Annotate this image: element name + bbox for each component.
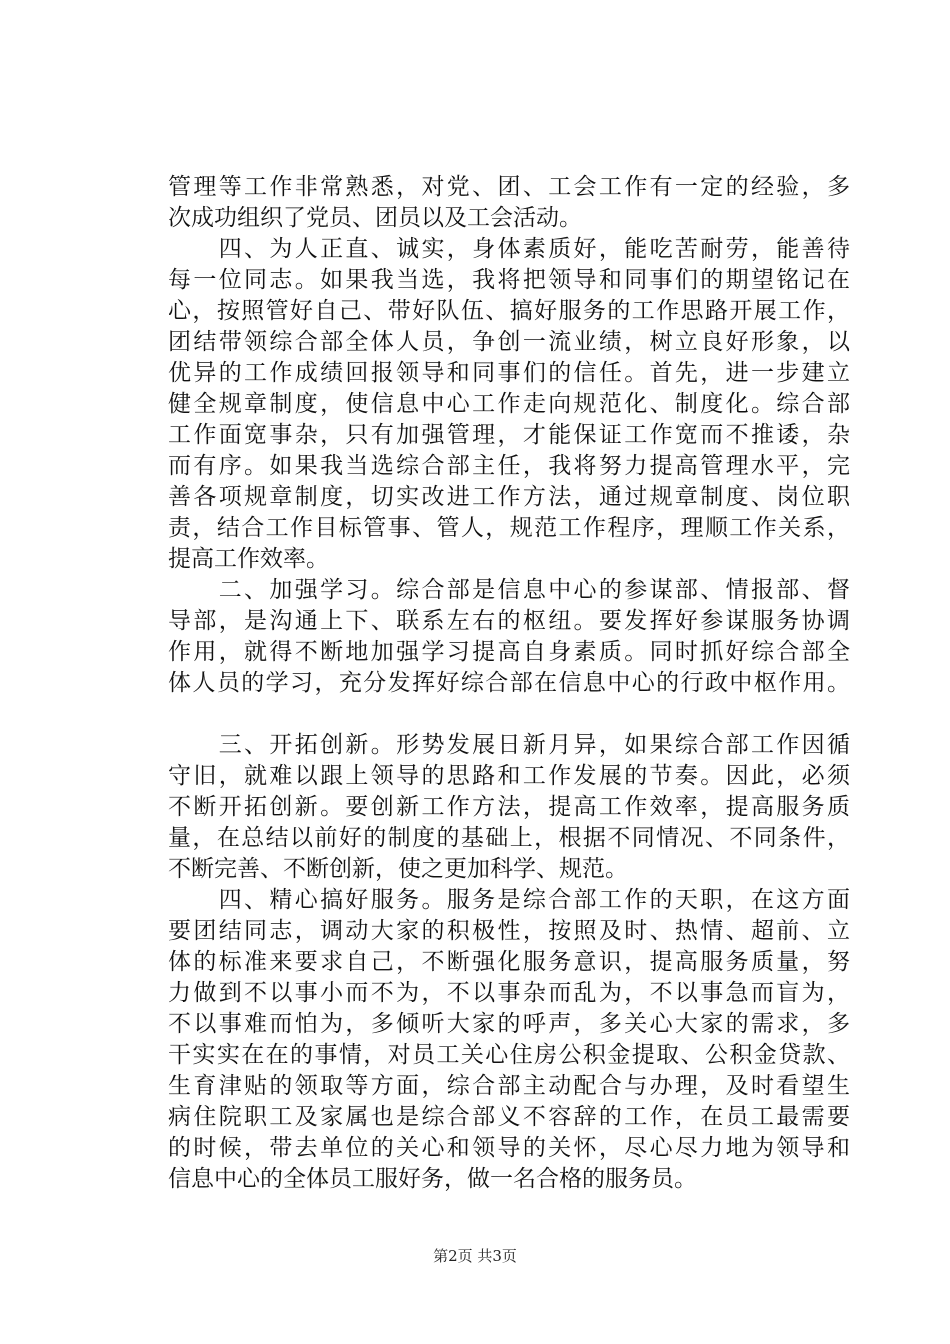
text-line: 病住院职工及家属也是综合部义不容辞的工作，在员工最需要: [168, 1104, 850, 1130]
text-line: 要团结同志，调动大家的积极性，按照及时、热情、超前、立: [168, 918, 850, 944]
text-line: 责，结合工作目标管事、管人，规范工作程序，理顺工作关系，: [168, 515, 850, 541]
text-line: 心，按照管好自己、带好队伍、搞好服务的工作思路开展工作，: [168, 298, 850, 324]
text-line: 体的标准来要求自己，不断强化服务意识，提高服务质量，努: [168, 949, 850, 975]
text-line: 健全规章制度，使信息中心工作走向规范化、制度化。综合部: [168, 391, 850, 417]
text-line: 体人员的学习，充分发挥好综合部在信息中心的行政中枢作用。: [168, 670, 850, 696]
text-line: 三、开拓创新。形势发展日新月异，如果综合部工作因循: [168, 732, 850, 758]
text-line: 信息中心的全体员工服好务，做一名合格的服务员。: [168, 1166, 697, 1192]
text-line: 生育津贴的领取等方面，综合部主动配合与办理，及时看望生: [168, 1073, 850, 1099]
text-line: 每一位同志。如果我当选，我将把领导和同事们的期望铭记在: [168, 267, 850, 293]
text-line: 的时候，带去单位的关心和领导的关怀，尽心尽力地为领导和: [168, 1135, 850, 1161]
text-line: 团结带领综合部全体人员，争创一流业绩，树立良好形象，以: [168, 329, 850, 355]
paragraph-gap: [168, 699, 850, 730]
text-line: 守旧，就难以跟上领导的思路和工作发展的节奏。因此，必须: [168, 763, 850, 789]
text-line: 不以事难而怕为，多倾听大家的呼声，多关心大家的需求，多: [168, 1011, 850, 1037]
document-body: [168, 172, 850, 1195]
text-line: 干实实在在的事情，对员工关心住房公积金提取、公积金贷款、: [168, 1042, 850, 1068]
text-line: 二、加强学习。综合部是信息中心的参谋部、情报部、督: [168, 577, 850, 603]
text-line: 四、精心搞好服务。服务是综合部工作的天职，在这方面: [168, 887, 850, 913]
text-line: 工作面宽事杂，只有加强管理，才能保证工作宽而不推诿，杂: [168, 422, 850, 448]
text-line: 优异的工作成绩回报领导和同事们的信任。首先，进一步建立: [168, 360, 850, 386]
page-number-footer: 第2页 共3页: [433, 1247, 517, 1265]
text-line: 导部，是沟通上下、联系左右的枢纽。要发挥好参谋服务协调: [168, 608, 850, 634]
text-line: 管理等工作非常熟悉，对党、团、工会工作有一定的经验，多: [168, 174, 850, 200]
text-line: 善各项规章制度，切实改进工作方法，通过规章制度、岗位职: [168, 484, 850, 510]
text-line: 不断开拓创新。要创新工作方法，提高工作效率，提高服务质: [168, 794, 850, 820]
text-line: 次成功组织了党员、团员以及工会活动。: [168, 205, 582, 231]
text-line: 力做到不以事小而不为，不以事杂而乱为，不以事急而盲为，: [168, 980, 850, 1006]
text-line: 四、为人正直、诚实，身体素质好，能吃苦耐劳，能善待: [168, 236, 850, 262]
text-line: 而有序。如果我当选综合部主任，我将努力提高管理水平，完: [168, 453, 850, 479]
text-line: 作用，就得不断地加强学习提高自身素质。同时抓好综合部全: [168, 639, 850, 665]
text-line: 不断完善、不断创新，使之更加科学、规范。: [168, 856, 628, 882]
text-line: 提高工作效率。: [168, 546, 329, 572]
text-line: 量，在总结以前好的制度的基础上，根据不同情况、不同条件，: [168, 825, 850, 851]
